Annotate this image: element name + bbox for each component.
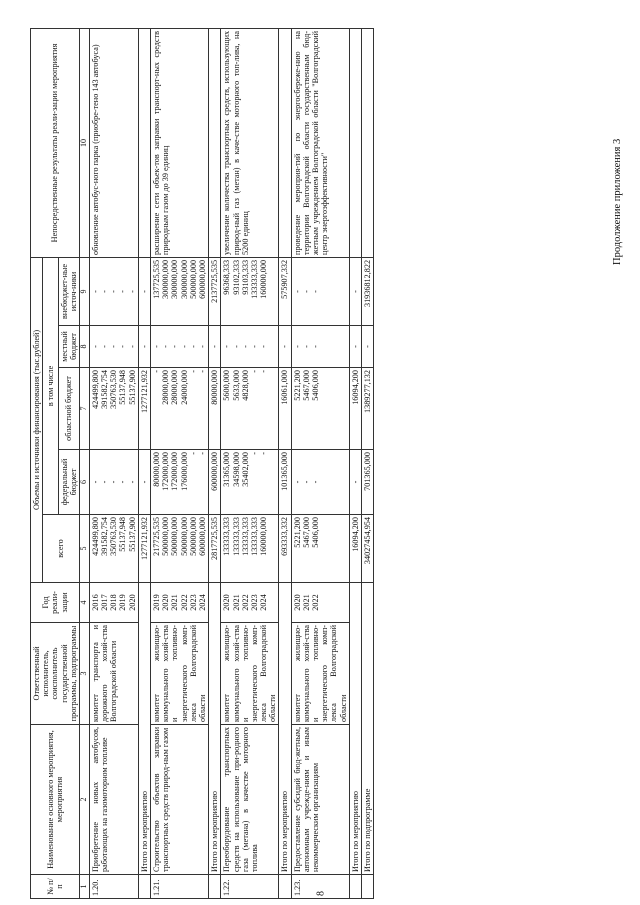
local-amount: - - - - - <box>89 326 138 368</box>
total-amount: 5221,200 5467,000 5406,000 <box>291 515 349 583</box>
total-amount: 693333,332 <box>279 515 291 583</box>
header-result: Непосредственные результаты реали-зации мероприятия <box>31 28 80 257</box>
table-row <box>291 28 349 898</box>
extrabudget-amount: 137725,535 300000,000 300000,000 300000,000 500000,000 600000,000 <box>151 257 209 325</box>
years: 2020 2021 2022 <box>291 583 349 623</box>
col-index: 7 <box>79 368 89 450</box>
executor: комитет транспорта и дорожного хозяй-ства Волгоградской области <box>89 623 138 725</box>
col-index: 9 <box>79 257 89 325</box>
local-amount: - <box>279 326 291 368</box>
column-index-row <box>79 28 89 898</box>
extrabudget-amount: - - - <box>291 257 349 325</box>
extrabudget-amount: 96368,333 93102,333 93103,333 133333,333 160000,000 <box>221 257 279 325</box>
table-row <box>138 28 150 898</box>
regional-amount: 5221,200 5467,000 5406,000 <box>291 368 349 450</box>
federal-amount: - <box>349 450 361 515</box>
local-amount: - - - - - <box>221 326 279 368</box>
measure-name: Приобретение новых автобусов, работающих на газомоторном топливе <box>89 725 138 875</box>
col-index: 8 <box>79 326 89 368</box>
regional-amount: 5600,000 5633,000 4828,000 - - <box>221 368 279 450</box>
header-federal: федеральный бюджет <box>58 450 79 515</box>
total-amount: 2817725,535 <box>209 515 221 583</box>
page-number: 8 <box>315 891 327 896</box>
regional-amount: 16061,000 <box>279 368 291 450</box>
result: расширение сети объек-тов заправки транспорт-ных средств природным газом до 39 единиц <box>151 28 209 257</box>
federal-amount: 31365,000 34598,000 35402,000 - - <box>221 450 279 515</box>
federal-amount: - - - <box>291 450 349 515</box>
extrabudget-amount: - - - - - <box>89 257 138 325</box>
local-amount: - <box>361 326 373 368</box>
header-total: всего <box>43 515 80 583</box>
header-including: в том числе <box>43 257 58 514</box>
measure-name: Строительство объектов заправки транспортных средств природ-ным газом <box>151 725 209 875</box>
result: обновление автобус-ного парка (приобре-тено 143 автобуса) <box>89 28 138 257</box>
col-index: 6 <box>79 450 89 515</box>
total-amount: 16094,200 <box>349 515 361 583</box>
regional-amount: - 28000,000 28000,000 24000,000 - - <box>151 368 209 450</box>
local-amount: - <box>209 326 221 368</box>
executor: комитет жилищно-коммунального хозяй-ства и топливно-энергетического комп-лекса Волгоградской области <box>291 623 349 725</box>
local-amount: - <box>138 326 150 368</box>
header-name: Наименование основного мероприятия, мероприятия <box>31 725 80 875</box>
extrabudget-amount: - <box>349 257 361 325</box>
federal-amount: 701365,000 <box>361 450 373 515</box>
federal-amount: 600000,000 <box>209 450 221 515</box>
total-amount: 133333,333 133333,333 133333,333 133333,333 160000,000 <box>221 515 279 583</box>
extrabudget-amount: 31936812,822 <box>361 257 373 325</box>
row-number: 1.23. <box>291 875 349 899</box>
table-row <box>279 28 291 898</box>
col-index: 3 <box>79 623 89 725</box>
row-number: 1.20. <box>89 875 138 899</box>
regional-amount: 424499,800 391582,754 350763,530 55137,948 55137,900 <box>89 368 138 450</box>
financing-table <box>30 28 374 899</box>
col-index: 4 <box>79 583 89 623</box>
extrabudget-amount: - <box>138 257 150 325</box>
row-number: 1.21. <box>151 875 209 899</box>
subprogram-total-label: Итого по подпрограмме <box>361 583 373 875</box>
measure-name: Переоборудование транспортных средств на использование при-родного газа (метана) в качестве моторного топлива <box>221 725 279 875</box>
federal-amount: - <box>138 450 150 515</box>
federal-amount: - - - - - <box>89 450 138 515</box>
header-financing: Объемы и источники финансирования (тыс.рублей) <box>31 257 43 582</box>
header-executor: Ответственный исполнитель, соисполнитель государственной программы, подпрограммы <box>31 623 80 725</box>
federal-amount: 80000,000 172000,000 172000,000 176000,000 - - <box>151 450 209 515</box>
extrabudget-amount: 575907,332 <box>279 257 291 325</box>
regional-amount: 1277121,932 <box>138 368 150 450</box>
result: проведение мероприя-тий по энергосбереже-нию на территории Волгоградской области государственным бюд-жетным учреждением Волгоградской области "Волгоградский центр энергоэффективности" <box>291 28 349 257</box>
col-index: 5 <box>79 515 89 583</box>
regional-amount: 1389277,132 <box>361 368 373 450</box>
federal-amount: 101365,000 <box>279 450 291 515</box>
col-index: 2 <box>79 725 89 875</box>
subtotal-label: Итого по мероприятию <box>138 583 150 875</box>
local-amount: - <box>349 326 361 368</box>
years: 2019 2020 2021 2022 2023 2024 <box>151 583 209 623</box>
total-amount: 34027454,954 <box>361 515 373 583</box>
table-row <box>361 28 373 898</box>
table-row <box>209 28 221 898</box>
subtotal-label: Итого по мероприятию <box>279 583 291 875</box>
col-index: 10 <box>79 28 89 257</box>
header-year: Год реали-зации <box>31 583 80 623</box>
executor: комитет жилищно-коммунального хозяй-ства и топливно-энергетического комп-лекса Волгоградской области <box>151 623 209 725</box>
regional-amount: 16094,200 <box>349 368 361 450</box>
table-row <box>89 28 138 898</box>
subtotal-label: Итого по мероприятию <box>209 583 221 875</box>
table-row <box>151 28 209 898</box>
years: 2020 2021 2022 2023 2024 <box>221 583 279 623</box>
col-index: 1 <box>79 875 89 899</box>
years: 2016 2017 2018 2019 2020 <box>89 583 138 623</box>
executor: комитет жилищно-коммунального хозяй-ства и топливно-энергетического комп-лекса Волгоградской области <box>221 623 279 725</box>
row-number: 1.22. <box>221 875 279 899</box>
table-row <box>349 28 361 898</box>
subtotal-label: Итого по мероприятию <box>349 583 361 875</box>
measure-name: Предоставление субсидий бюд-жетным, автономным учрежде-ниям и иным некоммерческим организациям <box>291 725 349 875</box>
continuation-caption: Продолжение приложения 3 <box>612 138 623 265</box>
total-amount: 217725,535 500000,000 500000,000 500000,000 500000,000 600000,000 <box>151 515 209 583</box>
header-no: № п/п <box>31 875 80 899</box>
header-local: местный бюджет <box>58 326 79 368</box>
table-row <box>221 28 279 898</box>
total-amount: 1277121,932 <box>138 515 150 583</box>
result: увеличение количества транспортных средств, использующих природ-ный газ (метан) в каче-стве моторного топ-лива, на 5200 единиц <box>221 28 279 257</box>
regional-amount: 80000,000 <box>209 368 221 450</box>
local-amount: - - - - - - <box>151 326 209 368</box>
total-amount: 424499,800 391582,754 350763,530 55137,948 55137,900 <box>89 515 138 583</box>
local-amount: - - - <box>291 326 349 368</box>
extrabudget-amount: 2137725,535 <box>209 257 221 325</box>
header-regional: областной бюджет <box>58 368 79 450</box>
header-extrabudget: внебюджет-ные источ-ники <box>58 257 79 325</box>
